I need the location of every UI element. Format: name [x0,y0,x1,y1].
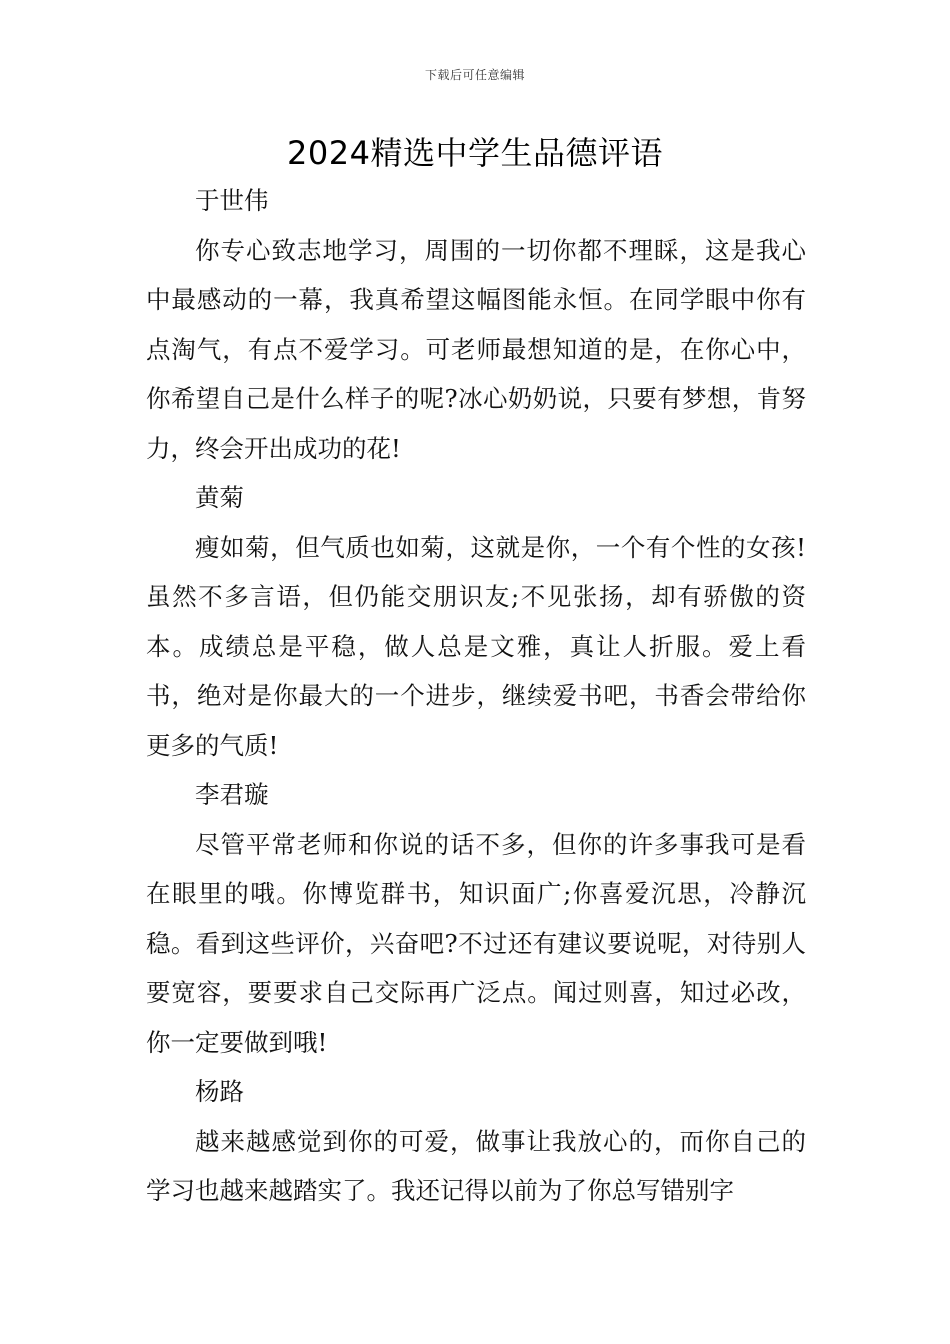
student-name: 杨路 [195,1077,244,1106]
student-name: 李君璇 [195,780,269,809]
comment-paragraph: 你专心致志地学习，周围的一切你都不理睬，这是我心中最感动的一幕，我真希望这幅图能永恒。在同学眼中你有点淘气，有点不爱学习。可老师最想知道的是，在你心中，你希望自己是什么样子的呢?冰心奶奶说，只要有梦想，肯努力，终会开出成功的花! [146,235,806,463]
comment-paragraph: 瘦如菊，但气质也如菊，这就是你，一个有个性的女孩!虽然不多言语，但仍能交朋识友;不见张扬，却有骄傲的资本。成绩总是平稳，做人总是文雅，真让人折服。爱上看书，绝对是你最大的一个进步，继续爱书吧，书香会带给你更多的气质! [146,532,806,760]
document-title: 2024精选中学生品德评语 [287,134,663,172]
student-name: 于世伟 [195,186,269,215]
header-note: 下载后可任意编辑 [424,68,525,82]
comment-paragraph: 尽管平常老师和你说的话不多，但你的许多事我可是看在眼里的哦。你博览群书，知识面广;你喜爱沉思，冷静沉稳。看到这些评价，兴奋吧?不过还有建议要说呢，对待别人要宽容，要要求自己交际再广泛点。闻过则喜，知过必改，你一定要做到哦! [146,829,806,1057]
comment-paragraph: 越来越感觉到你的可爱，做事让我放心的，而你自己的学习也越来越踏实了。我还记得以前为了你总写错别字 [146,1126,806,1205]
student-name: 黄菊 [195,483,244,512]
document-body [146,176,806,1216]
